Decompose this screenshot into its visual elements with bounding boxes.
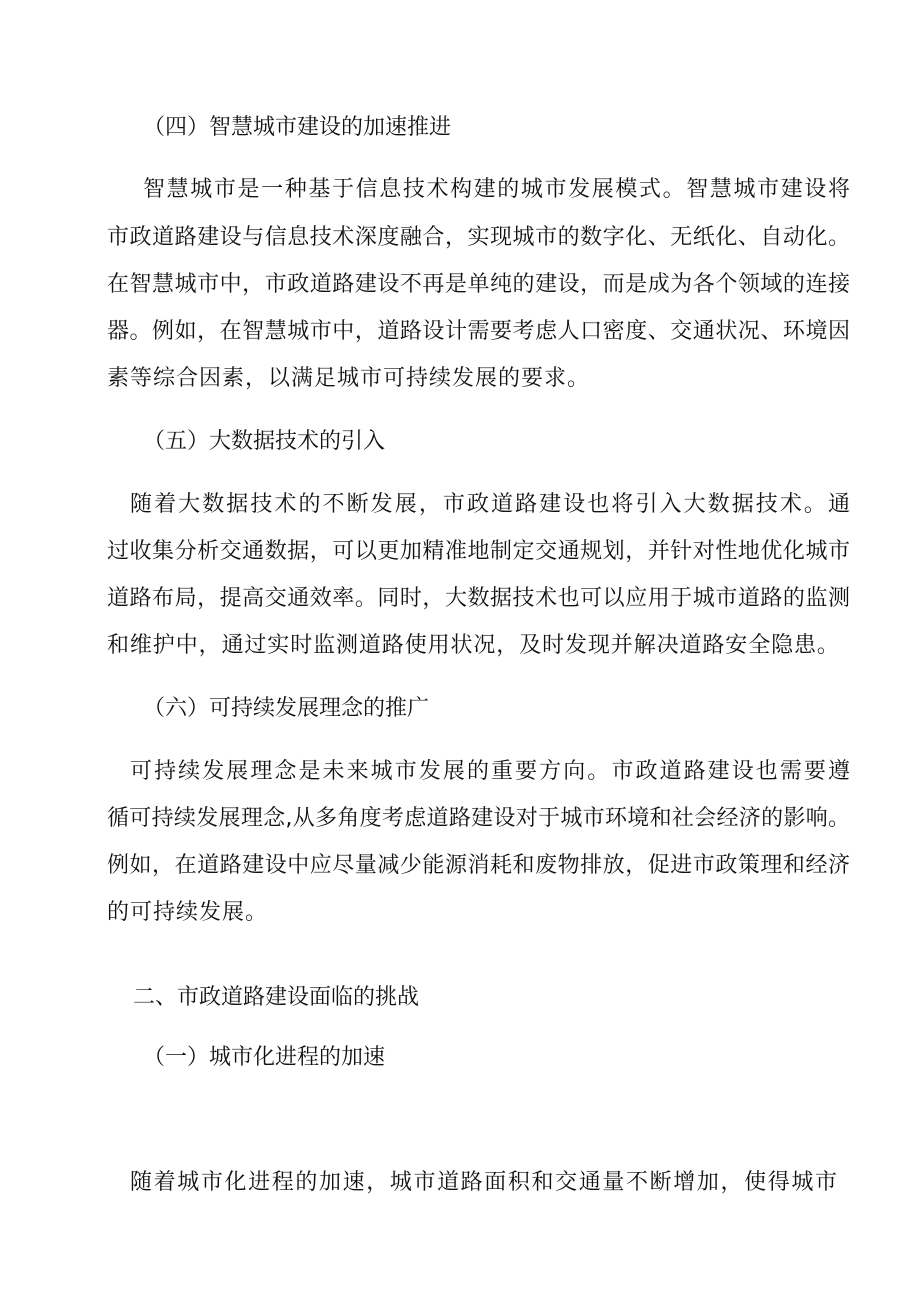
- paragraph-line: 例如，在道路建设中应尽量减少能源消耗和废物排放，促进市政策理和经济: [107, 853, 850, 878]
- paragraph-line: 随着城市化进程的加速，城市道路面积和交通量不断增加，使得城市: [130, 1170, 837, 1195]
- paragraph-line: 随着大数据技术的不断发展，市政道路建设也将引入大数据技术。通: [130, 492, 850, 517]
- section-heading: （四）智慧城市建设的加速推进: [143, 115, 452, 140]
- paragraph-line: 道路布局，提高交通效率。同时，大数据技术也可以应用于城市道路的监测: [107, 586, 850, 611]
- paragraph-line: 在智慧城市中，市政道路建设不再是单纯的建设，而是成为各个领域的连接: [107, 272, 850, 297]
- paragraph-line: 循可持续发展理念,从多角度考虑道路建设对于城市环境和社会经济的影响。: [107, 806, 850, 831]
- chapter-heading: 二、市政道路建设面临的挑战: [133, 985, 420, 1010]
- paragraph-line: 和维护中，通过实时监测道路使用状况，及时发现并解决道路安全隐患。: [107, 633, 840, 658]
- paragraph-line: 智慧城市是一种基于信息技术构建的城市发展模式。智慧城市建设将: [143, 177, 850, 202]
- paragraph-line: 器。例如，在智慧城市中，道路设计需要考虑人口密度、交通状况、环境因: [107, 319, 850, 344]
- section-heading: （五）大数据技术的引入: [143, 429, 386, 454]
- paragraph-line: 过收集分析交通数据，可以更加精准地制定交通规划，并针对性地优化城市: [107, 539, 850, 564]
- paragraph-line: 素等综合因素，以满足城市可持续发展的要求。: [107, 366, 591, 391]
- section-heading: （六）可持续发展理念的推广: [143, 696, 430, 721]
- paragraph-line: 市政道路建设与信息技术深度融合，实现城市的数字化、无纸化、自动化。: [107, 225, 850, 250]
- section-heading: （一）城市化进程的加速: [143, 1045, 386, 1070]
- paragraph-line: 可持续发展理念是未来城市发展的重要方向。市政道路建设也需要遵: [130, 759, 850, 784]
- paragraph-line: 的可持续发展。: [107, 900, 269, 925]
